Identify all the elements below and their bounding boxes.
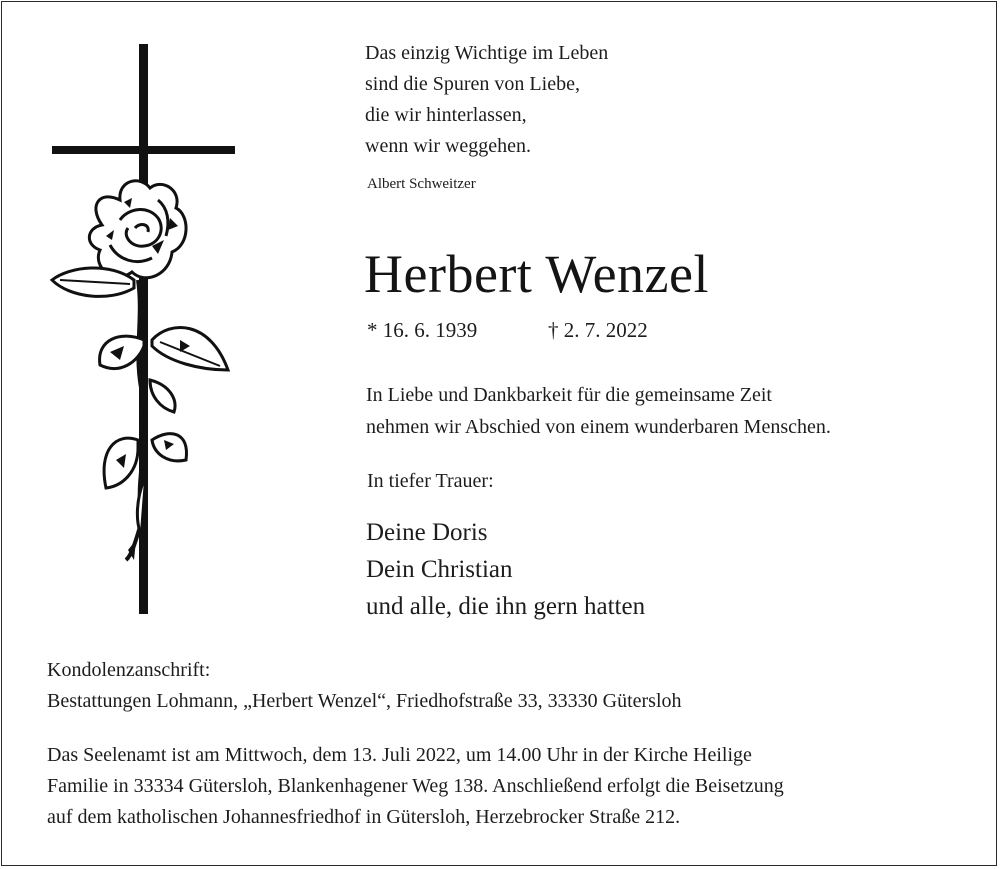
farewell-text — [366, 379, 831, 443]
deceased-name: Herbert Wenzel — [364, 244, 709, 304]
death-date: † 2. 7. 2022 — [548, 318, 648, 342]
mourners-list — [366, 514, 645, 625]
quote-line: wenn wir weggehen. — [365, 135, 532, 157]
condolence-address-block — [47, 655, 682, 717]
service-line: auf dem katholischen Johannesfriedhof in Gütersloh, Herzebrocker Straße 212. — [47, 806, 681, 828]
mourner-name: Dein Christian — [366, 556, 513, 583]
cross-with-rose-icon — [40, 40, 250, 620]
farewell-line: In Liebe und Dankbarkeit für die gemeinsame Zeit — [366, 384, 772, 406]
quote-line: Das einzig Wichtige im Leben — [365, 42, 609, 64]
mourner-name: Deine Doris — [366, 519, 488, 546]
condolence-address: Bestattungen Lohmann, „Herbert Wenzel“, Friedhofstraße 33, 33330 Gütersloh — [47, 690, 682, 712]
condolence-label: Kondolenzanschrift: — [47, 659, 211, 681]
quote-author: Albert Schweitzer — [367, 176, 476, 192]
quote-line: die wir hinterlassen, — [365, 104, 527, 126]
quote-line: sind die Spuren von Liebe, — [365, 73, 580, 95]
service-line: Familie in 33334 Gütersloh, Blankenhagener Weg 138. Anschließend erfolgt die Beisetzung — [47, 775, 784, 797]
mourner-name: und alle, die ihn gern hatten — [366, 593, 646, 620]
farewell-line: nehmen wir Abschied von einem wunderbaren Menschen. — [366, 416, 831, 438]
mourning-intro: In tiefer Trauer: — [367, 470, 494, 492]
birth-date: * 16. 6. 1939 — [367, 318, 478, 342]
service-info — [47, 740, 955, 833]
quote — [365, 38, 608, 162]
service-line: Das Seelenamt ist am Mittwoch, dem 13. Juli 2022, um 14.00 Uhr in der Kirche Heilige — [47, 744, 752, 766]
